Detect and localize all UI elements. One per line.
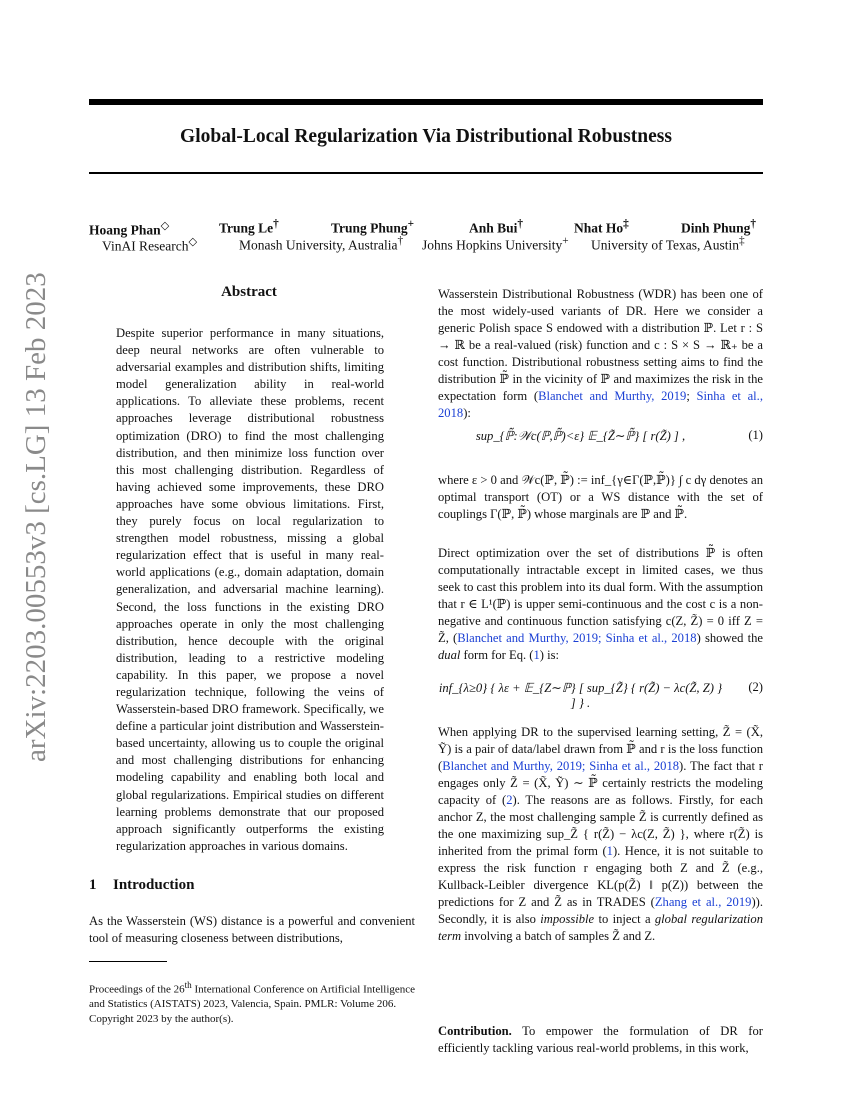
paragraph-supervised: When applying DR to the supervised learning setting, Z̃ = (X̃, Ỹ) is a pair of data/label drawn from ℙ̃ and r is the loss function (Blanchet and Murthy, 2019; Sinha et al., 2018). The fact that r engages only Z̃ = (X̃, Ỹ) ∼ ℙ̃ certainly restricts the modeling capacity of (2). The reasons are as follows. Firstly, for each anchor Z, the most challenging sample Z̃ is currently defined as the one maximizing sup_Z̃ { r(Z̃) − λc(Z, Z̃) }, where r(Z̃) is inherited from the primal form (1). Hence, it is not suitable to express the risk function r engaging both Z and Z̃ (e.g., Kullback-Leibler divergence KL(p(Z̃) ‖ p(Z)) between the predictions for Z and Z̃ as in TRADES (Zhang et al., 2019)). Secondly, it is also impossible to inject a global regularization term involving a batch of samples Z̃ and Z. [438, 725, 764, 943]
equation-ref-link[interactable]: 2 [506, 793, 513, 807]
citation-link[interactable]: Blanchet and Murthy, 2019 [538, 389, 687, 403]
citation-link[interactable]: Zhang et al., 2019 [654, 895, 752, 909]
paragraph-ot-definition: where ε > 0 and 𝒲c(ℙ, ℙ̃) := inf_{γ∈Γ(ℙ,ℙ̃)} ∫ c dγ denotes an optimal transport (OT) or a WS distance with the set of couplings Γ(ℙ, ℙ̃) whose marginals are ℙ and ℙ̃. [438, 473, 763, 521]
paragraph-dual-form: Direct optimization over the set of distributions ℙ̃ is often computationally intractable except in limited cases, we thus seek to cast this problem into its dual form. With the assumption that r ∈ L¹(ℙ) is upper semi-continuous and the cost c is a non-negative and continuous function satisfying c(Z, Z̃) = 0 iff Z = Z̃, (Blanchet and Murthy, 2019; Sinha et al., 2018) showed the dual form for Eq. (1) is: [438, 546, 763, 662]
footnote-rule [89, 961, 167, 962]
section-title: Introduction [113, 877, 195, 893]
title-bottom-rule [89, 172, 763, 174]
abstract-heading: Abstract [221, 284, 277, 300]
section-number: 1 [89, 877, 97, 893]
equation-2 [438, 680, 763, 710]
paragraph-contribution: Contribution. To empower the formulation of DR for efficiently tackling various real-world problems, in this work, [438, 1024, 763, 1055]
author-block [89, 218, 763, 252]
paragraph-wdr: Wasserstein Distributional Robustness (WDR) has been one of the most widely-used variants of DR. Here we consider a generic Polish space S endowed with a distribution ℙ. Let r : S → ℝ be a real-valued (risk) function and c : S × S → ℝ₊ be a cost function. Distributional robustness setting aims to find the distribution ℙ̃ in the vicinity of ℙ and maximizes the risk in the expectation form (Blanchet and Murthy, 2019; Sinha et al., 2018): [438, 287, 763, 420]
affiliation-3: Johns Hopkins University+ [422, 235, 569, 253]
equation-2-body: inf_{λ≥0} { λε + 𝔼_{Z∼ℙ} [ sup_{Z̃} { r(Z̃) − λc(Z̃, Z) } ] } . [438, 681, 723, 710]
paper-title: Global-Local Regularization Via Distributional Robustness [180, 126, 672, 147]
equation-1 [438, 428, 763, 462]
author-4: Anh Bui† [469, 218, 524, 236]
author-1: Hoang Phan◇ [89, 220, 170, 238]
author-3: Trung Phung+ [331, 218, 415, 236]
citation-link[interactable]: Sinha et al., 2018 [438, 389, 763, 420]
equation-2-number: (2) [748, 680, 763, 694]
author-2: Trung Le† [219, 218, 279, 236]
equation-ref-link[interactable]: 1 [606, 844, 613, 858]
equation-ref-link[interactable]: 1 [533, 648, 540, 662]
author-6: Dinh Phung† [681, 218, 757, 236]
citation-link[interactable]: Blanchet and Murthy, 2019; Sinha et al., 2018 [442, 759, 680, 773]
affiliation-2: Monash University, Australia† [239, 235, 404, 253]
equation-1-number: (1) [748, 428, 763, 442]
arxiv-stamp[interactable]: arXiv:2203.00553v3 [cs.LG] 13 Feb 2023 [20, 272, 52, 762]
abstract-text: Despite superior performance in many situations, deep neural networks are often vulnerable to adversarial examples and distribution shifts, limiting model generalization ability in real-world applications. To alleviate these problems, recent approaches leverage distributional robustness optimization (DRO) to find the most challenging distribution, and then minimize loss function over this most challenging distribution. Regardless of having achieved some improvements, these DRO approaches have some obvious limitations. First, they purely focus on local regularization to strengthen model robustness, missing a global regularization effect that is useful in many real-world applications (e.g., domain adaptation, domain generalization, and adversarial machine learning). Second, the loss functions in the existing DRO approaches operate in only the most challenging distribution, hence decouple with the original distribution, leading to a restrictive modeling capability. In this paper, we propose a novel regularization technique, following the veins of Wasserstein-based DRO framework. Specifically, we define a particular joint distribution and Wasserstein-based uncertainty, allowing us to couple the original and most challenging distributions for enhancing modeling capability and enabling both local and global regularizations. Empirical studies on different learning problems demonstrate that our proposed approach significantly outperforms the existing regularization approaches in various domains. [116, 326, 384, 853]
affiliation-4: University of Texas, Austin‡ [591, 235, 745, 253]
author-names [89, 218, 763, 238]
affiliations [89, 235, 763, 252]
introduction-text: As the Wasserstein (WS) distance is a powerful and convenient tool of measuring closeness between distributions, [89, 914, 415, 945]
affiliation-1: VinAI Research◇ [102, 236, 198, 254]
proceedings-footnote: Proceedings of the 26th International Conference on Artificial Intelligence and Statistics (AISTATS) 2023, Valencia, Spain. PMLR: Volume 206. Copyright 2023 by the author(s). [89, 980, 416, 1025]
author-5: Nhat Ho‡ [574, 218, 629, 236]
top-rule [89, 99, 763, 105]
equation-1-body: sup_{ℙ̃:𝒲c(ℙ,ℙ̃)<ε} 𝔼_{Z̃∼ℙ̃} [ r(Z̃) ] , [475, 429, 686, 443]
citation-link[interactable]: Blanchet and Murthy, 2019; Sinha et al., 2018 [457, 631, 697, 645]
section-heading-introduction [89, 877, 194, 894]
